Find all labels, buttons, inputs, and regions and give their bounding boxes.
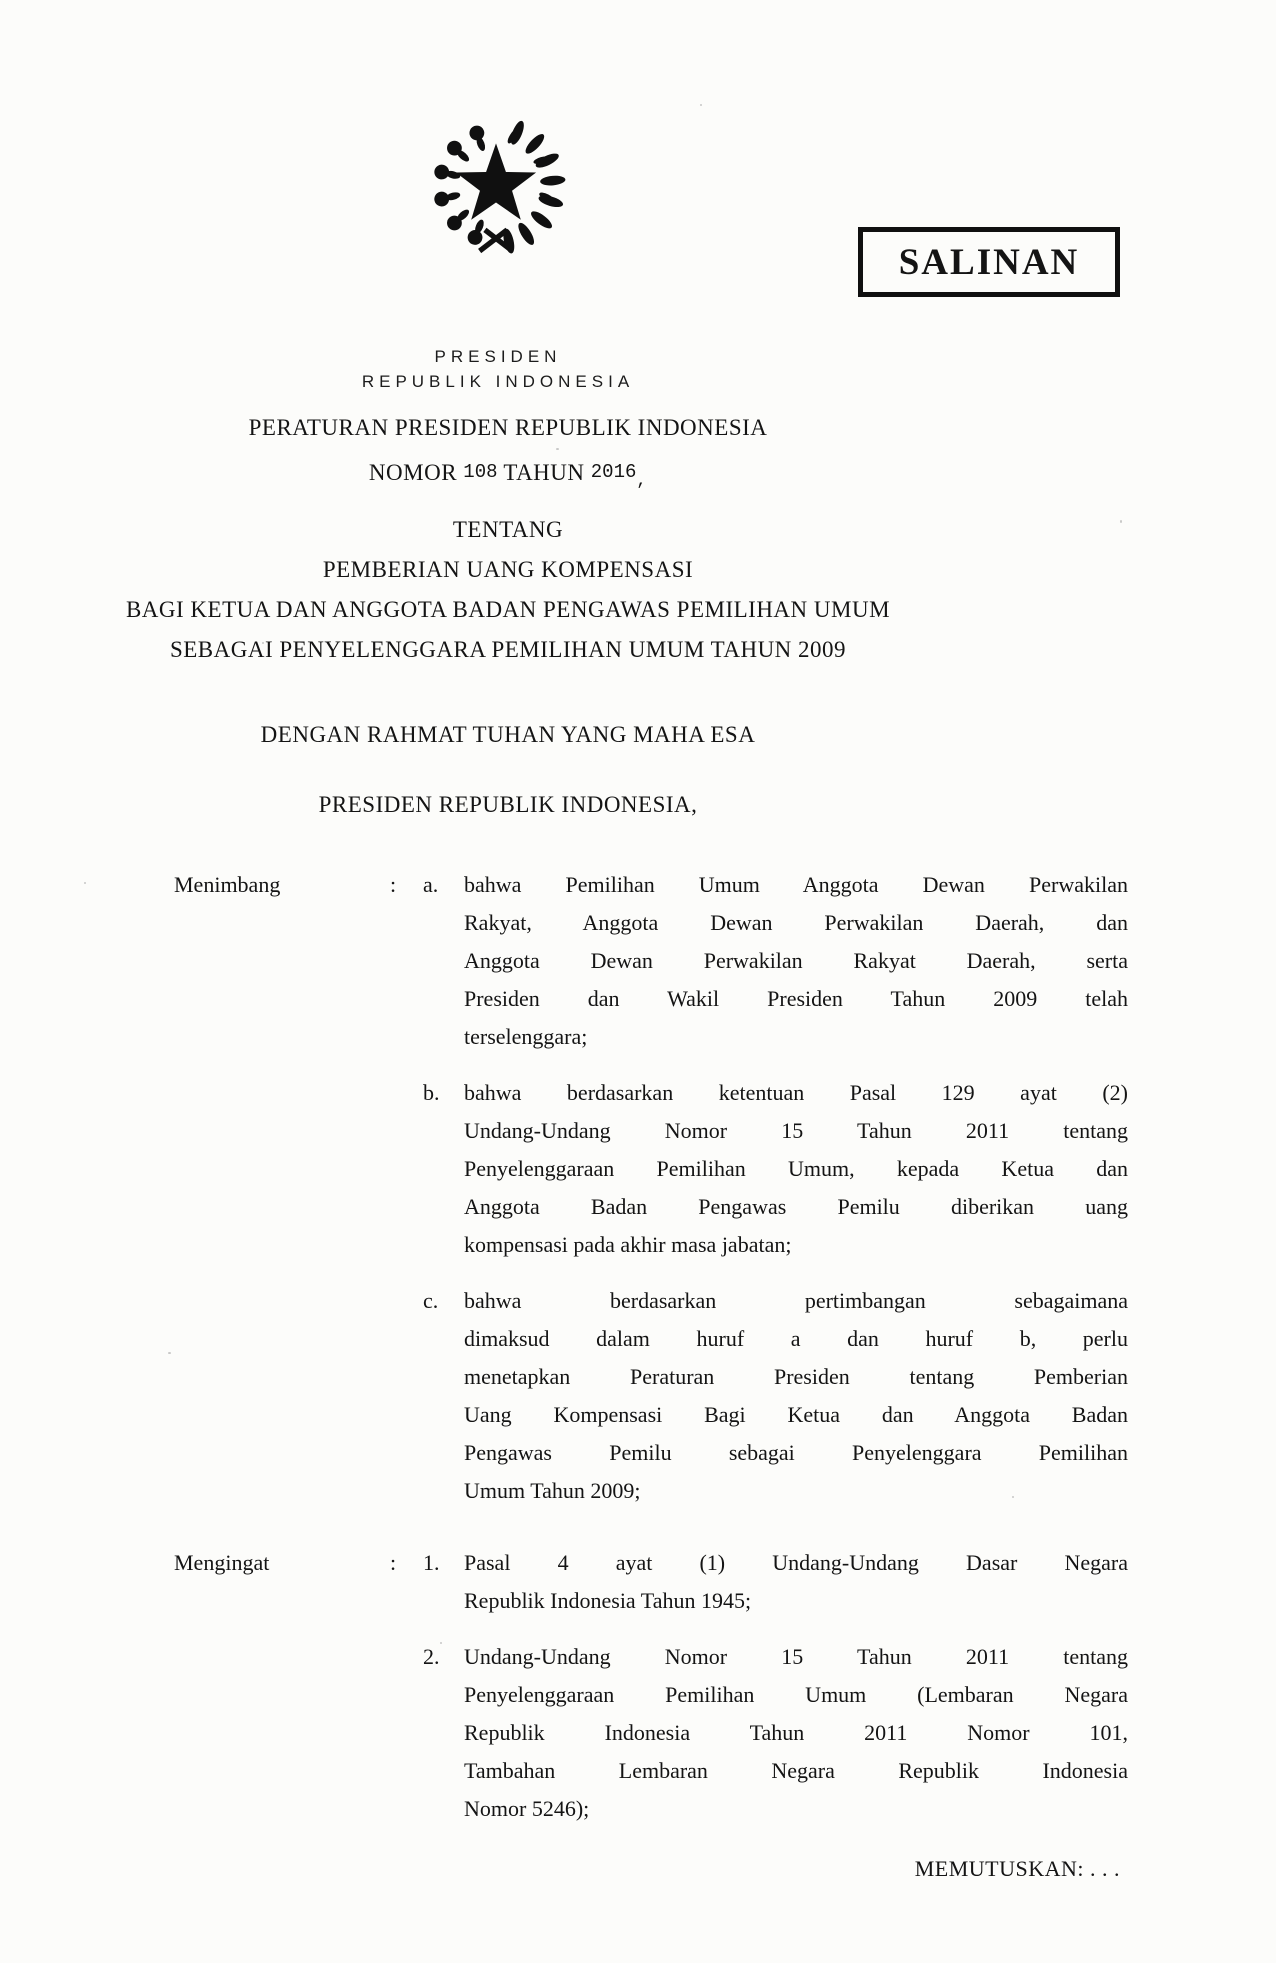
grace-line: DENGAN RAHMAT TUHAN YANG MAHA ESA xyxy=(260,722,756,747)
item-marker: a. xyxy=(423,872,439,897)
tahun-stray-mark: , xyxy=(636,472,648,491)
scan-speckle xyxy=(556,448,559,450)
consideration-item-b xyxy=(423,1074,1128,1264)
item-marker: c. xyxy=(423,1288,439,1313)
item-marker: b. xyxy=(423,1080,440,1105)
scan-speckle xyxy=(1120,520,1122,523)
letterhead-presiden: PRESIDEN xyxy=(434,347,562,366)
item-text: bahwa berdasarkan pertimbangan sebagaimana dimaksud dalam huruf a dan huruf b, perlu menetapkan Peraturan Presiden tentang Pemberian Uang Kompensasi Bagi Ketua dan Anggota Badan Pengawas Pemilu sebagai Penyelenggara Pemilihan Umum Tahun 2009; xyxy=(464,1288,1128,1503)
tentang-label: TENTANG xyxy=(452,517,564,542)
mengingat-colon: : xyxy=(390,1550,397,1575)
subject-line-3: SEBAGAI PENYELENGGARA PEMILIHAN UMUM TAHUN 2009 xyxy=(169,637,847,662)
item-text: Pasal 4 ayat (1) Undang-Undang Dasar Negara Republik Indonesia Tahun 1945; xyxy=(464,1550,1128,1613)
authority-line: PRESIDEN REPUBLIK INDONESIA, xyxy=(318,792,698,817)
regulation-number-line xyxy=(113,459,903,491)
scan-speckle xyxy=(262,642,264,644)
state-emblem-star-wreath-icon xyxy=(420,120,572,268)
tahun-label: TAHUN xyxy=(503,460,585,485)
tahun-value: 2016 xyxy=(590,461,637,483)
consideration-item-a xyxy=(423,866,1128,1056)
menimbang-label: Menimbang xyxy=(174,872,281,897)
item-text: Undang-Undang Nomor 15 Tahun 2011 tentang Penyelenggaraan Pemilihan Umum (Lembaran Negara Republik Indonesia Tahun 2011 Nomor 101, Tambahan Lembaran Negara Republik Indonesia Nomor 5246); xyxy=(464,1644,1128,1821)
scan-speckle xyxy=(700,104,702,106)
scan-speckle xyxy=(1012,1496,1014,1498)
document-body xyxy=(174,866,1128,1888)
title-block xyxy=(113,414,903,664)
mengingat-label: Mengingat xyxy=(174,1550,270,1575)
mengingat-section xyxy=(174,1544,1128,1828)
scan-speckle xyxy=(168,1352,171,1354)
letterhead xyxy=(133,344,863,394)
scan-speckle xyxy=(84,882,86,884)
scan-speckle xyxy=(440,1642,442,1644)
nomor-value: 108 xyxy=(463,461,498,483)
salinan-stamp-label: SALINAN xyxy=(898,241,1080,283)
subject-line-2: BAGI KETUA DAN ANGGOTA BADAN PENGAWAS PEMILIHAN UMUM xyxy=(125,597,891,622)
legal-basis-item-1 xyxy=(423,1544,1128,1620)
memutuskan-line: MEMUTUSKAN: . . . xyxy=(914,1856,1120,1881)
item-marker: 1. xyxy=(423,1550,440,1575)
salinan-stamp xyxy=(858,227,1120,297)
menimbang-section xyxy=(174,866,1128,1510)
consideration-item-c xyxy=(423,1282,1128,1510)
menimbang-colon: : xyxy=(390,872,397,897)
regulation-title: PERATURAN PRESIDEN REPUBLIK INDONESIA xyxy=(248,415,768,440)
letterhead-republik-indonesia: REPUBLIK INDONESIA xyxy=(361,372,635,391)
item-marker: 2. xyxy=(423,1644,440,1669)
legal-basis-item-2 xyxy=(423,1638,1128,1828)
item-text: bahwa Pemilihan Umum Anggota Dewan Perwakilan Rakyat, Anggota Dewan Perwakilan Daerah, dan Anggota Dewan Perwakilan Rakyat Daerah, serta Presiden dan Wakil Presiden Tahun 2009 telah terselenggara; xyxy=(464,872,1128,1049)
nomor-label: NOMOR xyxy=(368,460,458,485)
subject-line-1: PEMBERIAN UANG KOMPENSASI xyxy=(322,557,694,582)
item-text: bahwa berdasarkan ketentuan Pasal 129 ayat (2) Undang-Undang Nomor 15 Tahun 2011 tentang Penyelenggaraan Pemilihan Umum, kepada Ketua dan Anggota Badan Pengawas Pemilu diberikan uang kompensasi pada akhir masa jabatan; xyxy=(464,1080,1128,1257)
